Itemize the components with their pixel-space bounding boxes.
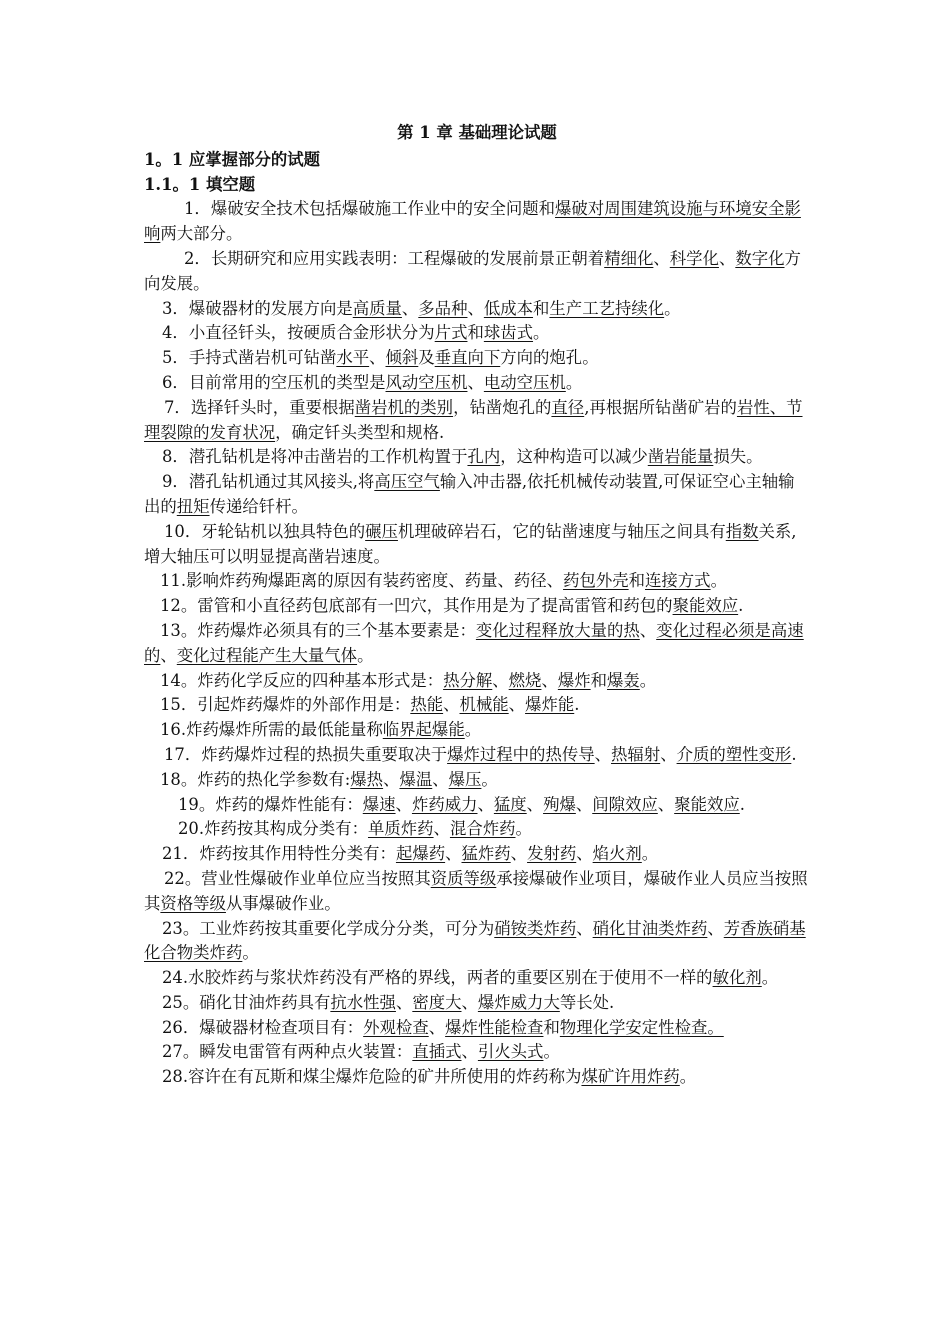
answer-blank: 片式	[434, 323, 468, 343]
question-item	[144, 321, 810, 346]
question-text: 。	[543, 1042, 560, 1062]
question-text: 11.影响炸药殉爆距离的原因有装药密度、药量、药径、	[160, 571, 564, 591]
answer-blank: 凿岩机的类别	[354, 397, 454, 417]
question-text: 。	[565, 372, 583, 392]
answer-blank: 混合炸药	[449, 819, 516, 839]
question-text: 13。炸药爆炸必须具有的三个基本要素是：	[160, 620, 476, 640]
question-item	[144, 1016, 810, 1041]
answer-blank: 焰火剂	[592, 844, 642, 864]
question-item	[144, 520, 810, 570]
question-text: 和	[467, 323, 484, 343]
question-text: 、	[576, 844, 593, 864]
answer-blank: 凿岩能量	[647, 447, 714, 467]
question-text: 20.炸药按其构成分类有：	[178, 819, 368, 839]
answer-blank: 爆炸威力大	[477, 992, 560, 1012]
answer-blank: 热辐射	[611, 744, 661, 764]
answer-blank: 引火头式	[477, 1042, 544, 1062]
answer-blank: 生产工艺持续化	[549, 298, 665, 318]
question-text: 等长处.	[559, 992, 615, 1012]
question-text: 、	[477, 794, 494, 814]
answer-blank: 资质等级	[430, 868, 497, 888]
question-item	[144, 346, 810, 371]
question-text: 、	[575, 794, 593, 814]
answer-blank: 爆温	[399, 769, 433, 789]
answer-blank: 敏化剂	[712, 968, 762, 988]
answer-blank: 碾压	[365, 521, 398, 541]
question-text: ，钻凿炮孔的	[453, 397, 552, 417]
answer-blank: 岩性、节理裂隙的发育状况	[144, 397, 803, 442]
question-item	[144, 594, 810, 619]
question-item	[144, 991, 810, 1016]
answer-blank: 扭矩	[176, 496, 210, 516]
question-text: 机理破碎岩石，它的钻凿速度与轴压之间具有	[397, 521, 726, 541]
question-item	[144, 966, 810, 991]
question-text: 、	[433, 819, 450, 839]
answer-blank: 资格等级	[160, 893, 226, 913]
question-item	[144, 842, 810, 867]
question-text: .	[574, 695, 580, 715]
question-text: 12。雷管和小直径药包底部有一凹穴，其作用是为了提高雷管和药包的	[160, 596, 673, 616]
question-text: 、	[508, 695, 526, 715]
answer-blank: 爆炸过程中的热传导	[447, 744, 595, 764]
answer-blank: 倾斜	[385, 348, 419, 368]
question-item	[144, 693, 810, 718]
answer-blank: 电动空压机	[483, 372, 566, 392]
question-item	[144, 445, 810, 470]
question-text: 、	[653, 248, 670, 268]
question-text: 19。炸药的爆炸性能有：	[178, 794, 363, 814]
answer-blank: 介质的塑性变形	[676, 744, 792, 764]
question-text: 2．长期研究和应用实践表明：工程爆破的发展前景正朝着	[184, 248, 605, 268]
answer-blank: 数字化	[735, 248, 785, 268]
question-item	[144, 1040, 810, 1065]
question-list	[144, 197, 810, 1090]
answer-blank: 芳香族硝基化合物类炸药	[144, 918, 806, 963]
question-text: 、	[510, 844, 528, 864]
answer-blank: 物理化学安定性检查。	[559, 1017, 724, 1037]
question-text: 、	[461, 992, 478, 1012]
answer-blank: 爆炸能	[525, 695, 575, 715]
answer-blank: 爆炸	[557, 670, 591, 690]
answer-blank: 炸药威力	[411, 794, 478, 814]
answer-blank: 热分解	[443, 670, 493, 690]
question-text: 。	[664, 298, 681, 318]
question-text: .	[739, 794, 745, 814]
question-text: 、	[445, 844, 462, 864]
question-text: 。	[533, 323, 550, 343]
question-text: 25。硝化甘油炸药具有	[162, 992, 331, 1012]
answer-blank: 变化过程释放大量的热	[475, 620, 640, 640]
question-text: 及	[418, 348, 435, 368]
question-text: 、	[526, 794, 544, 814]
question-text: 两大部分。	[160, 224, 243, 244]
question-text: ,再根据所钻凿矿岩的	[584, 397, 737, 417]
question-text: 传递给钎杆。	[209, 496, 308, 516]
question-text: 7．选择钎头时，重要根据	[164, 397, 355, 417]
question-text: 和	[628, 571, 646, 591]
question-item	[144, 197, 810, 247]
question-text: 、	[594, 744, 612, 764]
answer-blank: 变化过程能产生大量气体	[176, 645, 358, 665]
question-text: 、	[576, 918, 593, 938]
question-text: 、	[395, 794, 412, 814]
question-text: 、	[718, 248, 736, 268]
question-text: 、	[707, 918, 724, 938]
question-item	[144, 743, 810, 768]
question-item	[144, 297, 810, 322]
answer-blank: 热能	[410, 695, 444, 715]
answer-blank: 临界起爆能	[382, 720, 465, 740]
answer-blank: 低成本	[483, 298, 534, 318]
question-text: 、	[467, 298, 484, 318]
question-text: 、	[401, 298, 419, 318]
answer-blank: 连接方式	[645, 571, 711, 591]
question-text: .	[738, 596, 744, 616]
question-text: 、	[467, 372, 484, 392]
question-text: 、	[443, 695, 460, 715]
answer-blank: 密度大	[412, 992, 462, 1012]
question-text: 关系,增大轴压可以明显提高凿岩速度。	[144, 521, 797, 566]
question-text: 、	[369, 348, 386, 368]
answer-blank: 煤矿许用炸药	[581, 1067, 680, 1087]
answer-blank: 直径	[551, 397, 585, 417]
question-item	[144, 371, 810, 396]
answer-blank: 单质炸药	[367, 819, 434, 839]
answer-blank: 爆速	[362, 794, 396, 814]
question-text: 损失。	[713, 447, 763, 467]
answer-blank: 殉爆	[543, 794, 576, 814]
answer-blank: 聚能效应	[674, 794, 740, 814]
question-text: 方向的炮孔。	[500, 348, 599, 368]
question-item	[144, 470, 810, 520]
question-text: 5．手持式凿岩机可钻凿	[162, 348, 337, 368]
answer-blank: 聚能效应	[672, 596, 739, 616]
question-text: 14。炸药化学反应的四种基本形式是：	[160, 670, 444, 690]
question-text: 22。营业性爆破作业单位应当按照其	[164, 868, 431, 888]
question-text: 。	[242, 943, 259, 963]
answer-blank: 猛度	[493, 794, 527, 814]
answer-blank: 机械能	[459, 695, 509, 715]
question-text: 输入冲击器,依托机械传动装置,可保证空心主轴输出的	[144, 472, 795, 516]
question-item	[144, 917, 810, 967]
question-text: 24.水胶炸药与浆状炸药没有严格的界线，两者的重要区别在于使用不一样的	[162, 968, 713, 988]
question-text: 。	[761, 968, 779, 988]
question-text: 28.容许在有瓦斯和煤尘爆炸危险的矿井所使用的炸药称为	[162, 1067, 582, 1087]
question-text: 和	[543, 1017, 560, 1037]
question-item	[144, 1065, 810, 1090]
answer-blank: 高压空气	[374, 472, 440, 492]
question-item	[144, 718, 810, 743]
question-text: 27。瞬发电雷管有两种点火装置：	[162, 1042, 413, 1062]
question-text: 1．爆破安全技术包括爆破施工作业中的安全问题和	[184, 199, 556, 219]
question-item	[144, 247, 810, 297]
answer-blank: 高质量	[352, 298, 402, 318]
answer-blank: 爆压	[448, 769, 482, 789]
answer-blank: 猛炸药	[461, 844, 511, 864]
question-text: 、	[461, 1042, 478, 1062]
question-text: 和	[533, 298, 550, 318]
question-text: 8．潜孔钻机是将冲击凿岩的工作机构置于	[162, 447, 468, 467]
question-item	[144, 817, 810, 842]
chapter-title: 第 1 章 基础理论试题	[397, 123, 557, 142]
answer-blank: 硝化甘油类炸药	[592, 918, 708, 938]
question-text: 、	[383, 769, 400, 789]
answer-blank: 爆破对周围建筑设施与环境安全影响	[144, 199, 801, 244]
question-text: 16.炸药爆炸所需的最低能量称	[160, 720, 383, 740]
section-heading: 1。1 应掌握部分的试题	[144, 149, 321, 169]
answer-blank: 科学化	[669, 248, 719, 268]
document-page	[144, 121, 810, 1090]
question-text: 26．爆破器材检查项目有：	[162, 1017, 364, 1037]
subsection-heading: 1.1。1 填空题	[144, 174, 256, 194]
question-item	[144, 619, 810, 669]
question-text: ，确定钎头类型和规格.	[275, 422, 445, 442]
answer-blank: 燃烧	[508, 670, 542, 690]
answer-blank: 发射药	[527, 844, 577, 864]
question-text: 17．炸药爆炸过程的热损失重要取决于	[164, 744, 448, 764]
question-text: 。	[515, 819, 532, 839]
answer-blank: 爆炸性能检查	[445, 1017, 544, 1037]
answer-blank: 抗水性强	[330, 992, 396, 1012]
question-text: 23。工业炸药按其重要化学成分分类，可分为	[162, 918, 495, 938]
question-text: 4．小直径钎头，按硬质合金形状分为	[162, 323, 435, 343]
question-text: 10．牙轮钻机以独具特色的	[164, 521, 366, 541]
answer-blank: 药包外壳	[563, 571, 629, 591]
answer-blank: 间隙效应	[592, 794, 658, 814]
question-item	[144, 793, 810, 818]
question-text: 、	[660, 744, 677, 764]
answer-blank: 风动空压机	[385, 372, 468, 392]
question-text: 15．引起炸药爆炸的外部作用是：	[160, 695, 411, 715]
question-text: 。	[464, 720, 482, 740]
question-text: 6．目前常用的空压机的类型是	[162, 372, 386, 392]
question-text: 。	[641, 844, 659, 864]
question-text: 、	[428, 1017, 446, 1037]
question-text: 9．潜孔钻机通过其风接头,将	[162, 472, 375, 492]
question-item	[144, 768, 810, 793]
question-text: 方向发展。	[144, 248, 801, 293]
answer-blank: 球齿式	[483, 323, 534, 343]
answer-blank: 水平	[336, 348, 370, 368]
question-text: 、	[160, 645, 177, 665]
question-text: 。	[710, 571, 727, 591]
question-text: 、	[395, 992, 413, 1012]
question-text: ，这种构造可以减少	[500, 447, 648, 467]
question-text: 21．炸药按其作用特性分类有：	[162, 844, 396, 864]
answer-blank: 精细化	[604, 248, 654, 268]
question-text: 。	[639, 670, 657, 690]
answer-blank: 孔内	[467, 447, 501, 467]
question-text: 承接爆破作业项目，爆破作业人员应当按照其	[144, 868, 808, 913]
answer-blank: 硝铵类炸药	[494, 918, 577, 938]
question-text: 18。炸药的热化学参数有:	[160, 769, 351, 789]
question-text: 。	[357, 645, 374, 665]
answer-blank: 垂直向下	[434, 348, 501, 368]
question-item	[144, 569, 810, 594]
question-text: 。	[679, 1067, 697, 1087]
question-text: 从事爆破作业。	[225, 893, 341, 913]
answer-blank: 直插式	[412, 1042, 462, 1062]
answer-blank: 指数	[725, 521, 759, 541]
question-text: 、	[432, 769, 449, 789]
question-text: 、	[639, 620, 657, 640]
question-text: 、	[657, 794, 675, 814]
question-text: 3．爆破器材的发展方向是	[162, 298, 353, 318]
answer-blank: 爆热	[350, 769, 384, 789]
question-text: 。	[481, 769, 498, 789]
question-item	[144, 396, 810, 446]
question-text: 和	[590, 670, 608, 690]
answer-blank: 变化过程必须是高速的	[144, 620, 804, 665]
answer-blank: 爆轰	[607, 670, 640, 690]
question-item	[144, 669, 810, 694]
question-item	[144, 867, 810, 917]
answer-blank: 外观检查	[363, 1017, 429, 1037]
question-text: .	[791, 744, 797, 764]
question-text: 、	[492, 670, 509, 690]
answer-blank: 多品种	[418, 298, 468, 318]
question-text: 、	[541, 670, 558, 690]
answer-blank: 起爆药	[395, 844, 446, 864]
